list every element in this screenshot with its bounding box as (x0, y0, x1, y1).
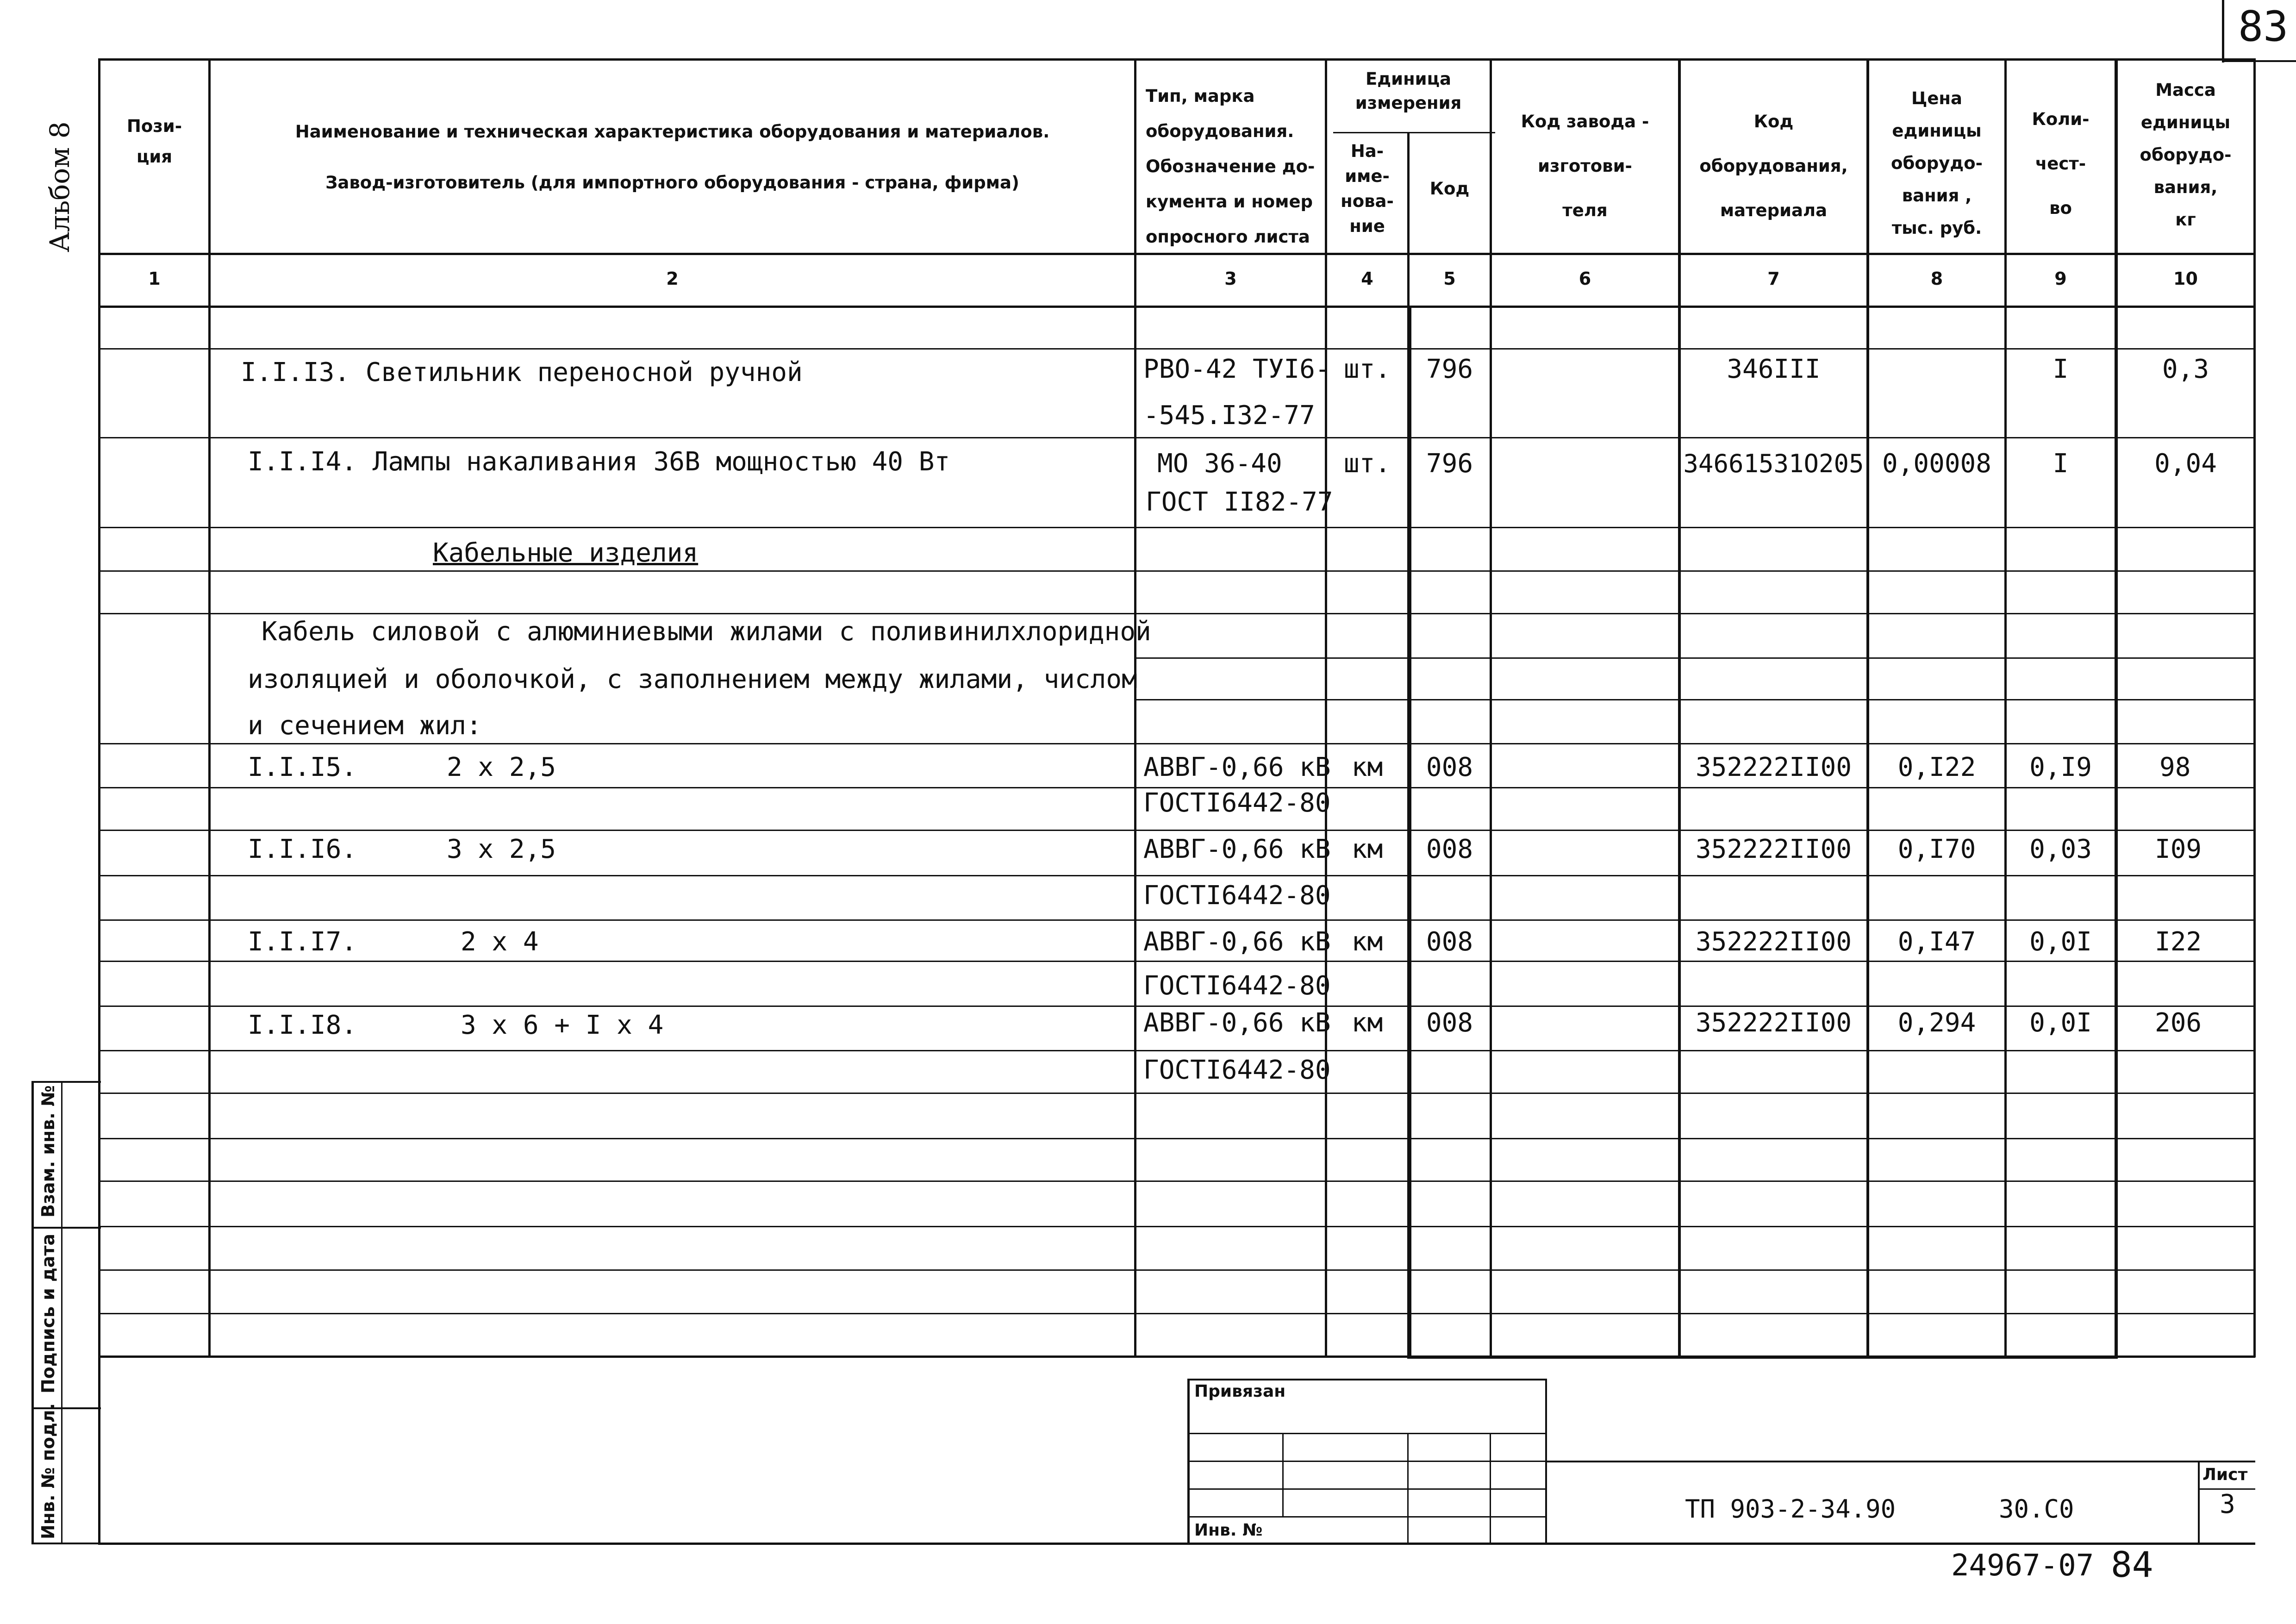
stamp-inv-original: Инв. № подл. (38, 1403, 58, 1539)
item-quantity: 0,I9 (2029, 752, 2092, 782)
item-position: I.I.I8. (248, 1010, 357, 1040)
item-unit: шт. (1343, 449, 1391, 479)
col-number: 3 (1224, 269, 1237, 289)
item-size: 3 х 2,5 (447, 834, 556, 864)
item-material-code: 352222II00 (1695, 834, 1852, 864)
header-unit-name: На- име- нова- ние (1341, 141, 1394, 236)
item-quantity: I (2053, 354, 2069, 384)
item-type: ГОСТI6442-80 (1143, 1055, 1331, 1085)
header-type: Тип, марка оборудования. Обозначение до- кумента и номер опросного листа (1146, 86, 1315, 247)
header-quantity: Коли- чест- во (2032, 109, 2090, 218)
item-type: ГОСТI6442-80 (1143, 788, 1331, 818)
item-type: АВВГ-0,66 кВ (1143, 834, 1331, 864)
item-material-code: 352222II00 (1695, 752, 1852, 782)
item-mass: 0,04 (2154, 449, 2217, 479)
item-unit: км (1351, 834, 1383, 864)
header-material-code: Код оборудования, материала (1699, 112, 1848, 220)
item-price: 0,294 (1897, 1008, 1976, 1038)
col-number: 9 (2054, 269, 2067, 289)
item-size: 2 х 4 (461, 927, 539, 957)
stamp-vzam-inv: Взам. инв. № (38, 1085, 58, 1218)
item-material-code: 352222II00 (1695, 1008, 1852, 1038)
item-price: 0,00008 (1882, 449, 1991, 479)
item-type: ГОСТI6442-80 (1143, 971, 1331, 1001)
header-factory-code: Код завода - изготови- теля (1521, 112, 1649, 220)
item-material-code: 34661531О205 (1683, 449, 1864, 478)
col-number: 1 (148, 269, 161, 289)
header-mass: Масса единицы оборудо- вания, кг (2140, 80, 2232, 230)
corner-page-number: 83 (2238, 2, 2289, 51)
item-unit-code: 008 (1426, 927, 1473, 957)
item-unit: км (1351, 1008, 1383, 1038)
bottom-number: 24967-07 (1951, 1549, 2094, 1583)
item-price: 0,I22 (1897, 752, 1976, 782)
item-material-code: 352222II00 (1695, 927, 1852, 957)
item-type: МО 36-40 (1157, 449, 1282, 479)
item-type: ГОСТ II82-77 (1146, 487, 1333, 517)
item-type: АВВГ-0,66 кВ (1143, 927, 1331, 957)
album-label: Альбом 8 (44, 121, 75, 252)
table-top-border (98, 58, 2255, 61)
item-type: АВВГ-0,66 кВ (1143, 1008, 1331, 1038)
header-unit: Единица измерения (1355, 69, 1462, 113)
item-mass: 0,3 (2162, 354, 2209, 384)
tb-list-label: Лист (2202, 1465, 2248, 1484)
col-number: 4 (1361, 269, 1373, 289)
tb-list-number: 3 (2220, 1489, 2235, 1519)
item-quantity: I (2053, 449, 2069, 479)
item-position: I.I.I7. (248, 927, 357, 957)
item-price: 0,I47 (1897, 927, 1976, 957)
item-name: I.I.I4. Лампы накаливания 36В мощностью 40 Вт (248, 447, 950, 477)
item-unit: км (1351, 752, 1383, 782)
item-unit-code: 008 (1426, 834, 1473, 864)
item-quantity: 0,0I (2029, 1008, 2092, 1038)
tb-inv-no: Инв. № (1194, 1521, 1263, 1540)
col-number: 5 (1443, 269, 1456, 289)
item-mass: 206 (2155, 1008, 2202, 1038)
item-mass: 98 (2159, 752, 2191, 782)
item-type: -545.I32-77 (1143, 400, 1315, 431)
header-position: Пози- ция (126, 116, 182, 167)
item-type: РВО-42 ТУI6- (1143, 354, 1331, 384)
item-name: I.I.I3. Светильник переносной ручной (241, 357, 803, 387)
item-mass: I22 (2155, 927, 2202, 957)
header-price: Цена единицы оборудо- вания , тыс. руб. (1891, 88, 1983, 238)
item-quantity: 0,03 (2029, 834, 2092, 864)
tb-sheet-code: 30.С0 (1999, 1494, 2074, 1524)
section-heading: Кабельные изделия (433, 538, 699, 568)
cable-description: Кабель силовой с алюминиевыми жилами с поливинилхлоридной (262, 617, 1151, 647)
item-size: 2 х 2,5 (447, 752, 556, 782)
bottom-handwritten-number: 84 (2111, 1544, 2153, 1585)
item-price: 0,I70 (1897, 834, 1976, 864)
col-number: 10 (2173, 269, 2198, 289)
item-unit-code: 796 (1426, 449, 1473, 479)
item-mass: I09 (2155, 834, 2202, 864)
col-number: 2 (666, 269, 679, 289)
header-unit-code: Код (1429, 179, 1470, 199)
item-unit: км (1351, 927, 1383, 957)
item-material-code: 346III (1727, 354, 1821, 384)
item-size: 3 х 6 + I х 4 (461, 1010, 664, 1040)
item-position: I.I.I5. (248, 752, 357, 782)
item-unit-code: 008 (1426, 1008, 1473, 1038)
item-unit-code: 796 (1426, 354, 1473, 384)
item-type: ГОСТI6442-80 (1143, 881, 1331, 911)
tb-privyazan: Привязан (1194, 1382, 1286, 1401)
item-type: АВВГ-0,66 кВ (1143, 752, 1331, 782)
item-quantity: 0,0I (2029, 927, 2092, 957)
item-unit: шт. (1343, 354, 1391, 384)
header-name: Наименование и техническая характеристика оборудования и материалов. Завод-изготовитель (для импортного оборудования - страна, фирма) (295, 122, 1050, 193)
col-number: 8 (1930, 269, 1943, 289)
cable-description: изоляцией и оболочкой, с заполнением между жилами, числом (248, 664, 1137, 694)
cable-description: и сечением жил: (248, 711, 482, 741)
col-number: 6 (1578, 269, 1591, 289)
stamp-signature-date: Подпись и дата (38, 1233, 58, 1393)
col-number: 7 (1767, 269, 1780, 289)
tb-doc-code: ТП 903-2-34.90 (1685, 1494, 1896, 1524)
item-position: I.I.I6. (248, 834, 357, 864)
item-unit-code: 008 (1426, 752, 1473, 782)
